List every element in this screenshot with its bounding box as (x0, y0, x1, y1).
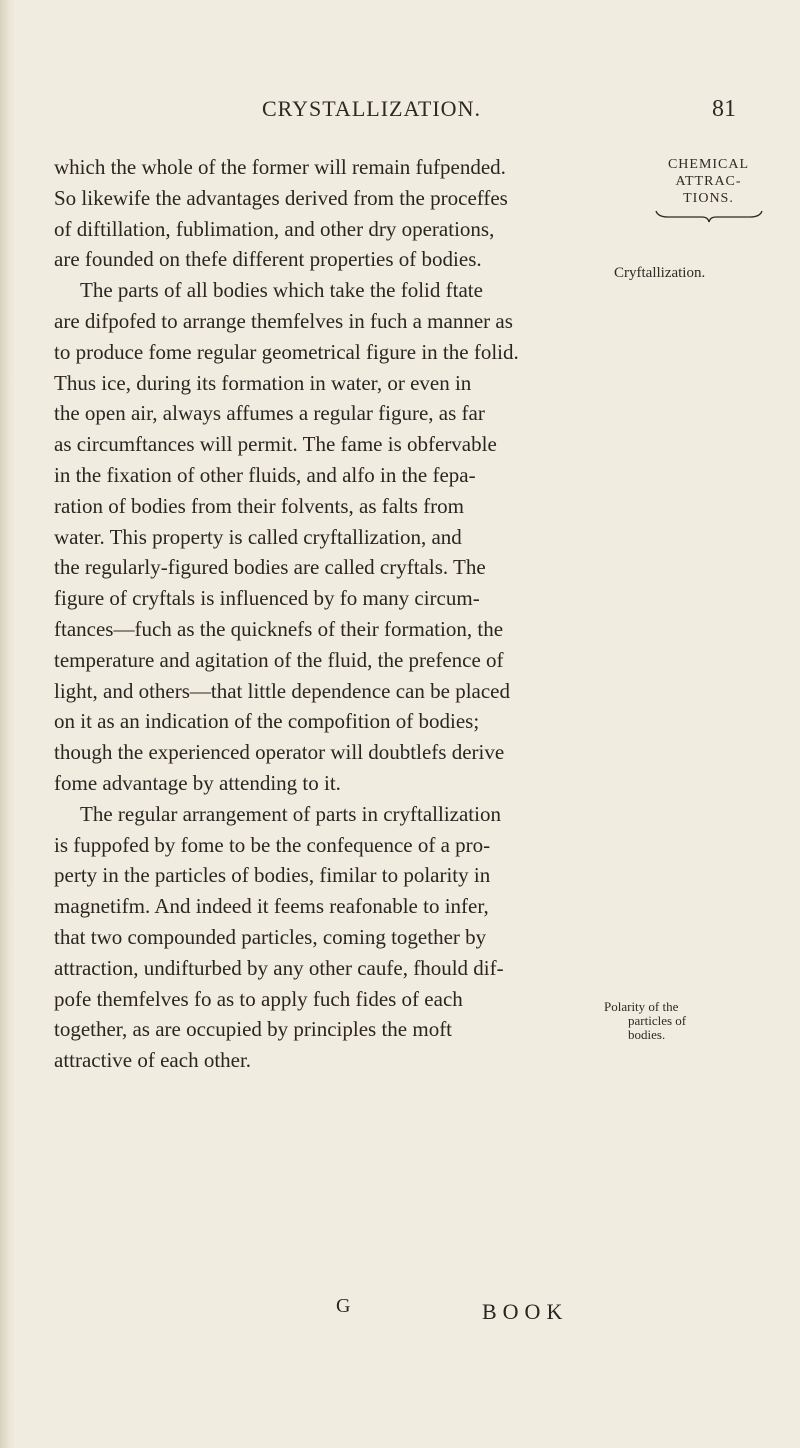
marginal-note-line: TIONS. (683, 191, 734, 206)
marginal-note-crystallization: Cryftallization. (614, 265, 706, 281)
text-line: though the experienced operator will doubtlefs derive (54, 740, 505, 765)
text-line: light, and others—that little dependence can be placed (54, 678, 510, 703)
text-line: as circumftances will permit. The fame is obfervable (54, 432, 497, 457)
text-line: ration of bodies from their folvents, as falts from (54, 493, 464, 518)
text-line: fome advantage by attending to it. (54, 770, 341, 795)
text-line: are founded on thefe different properties of bodies. (54, 247, 482, 272)
text-line: ftances—fuch as the quicknefs of their formation, the (54, 616, 504, 641)
text-line: is fuppofed by fome to be the confequence of a pro- (54, 832, 491, 857)
marginal-note-line: particles of (628, 1013, 687, 1028)
paragraph-3 (54, 799, 600, 1076)
text-line: So likewife the advantages derived from the proceffes (54, 185, 508, 210)
text-line: perty in the particles of bodies, fimilar to polarity in (54, 863, 491, 888)
text-line: attraction, undifturbed by any other caufe, fhould dif- (54, 955, 504, 980)
text-line: figure of cryftals is influenced by fo many circum- (54, 586, 480, 611)
text-line: of diftillation, fublimation, and other dry operations, (54, 216, 495, 241)
page-footer (0, 1295, 800, 1335)
text-line: pofe themfelves fo as to apply fuch fides of each (54, 986, 463, 1011)
text-line: together, as are occupied by principles the moft (54, 1017, 453, 1042)
text-line: are difpofed to arrange themfelves in fuch a manner as (54, 308, 513, 333)
marginal-note-line: CHEMICAL (667, 157, 750, 172)
text-line: the open air, always affumes a regular figure, as far (54, 401, 485, 426)
text-line: which the whole of the former will remain fufpended. (54, 155, 506, 179)
page-binding-edge (0, 0, 16, 1448)
marginal-note-line: ATTRAC- (675, 174, 742, 189)
marginal-note-line: Polarity of the (604, 999, 679, 1014)
text-line: The parts of all bodies which take the folid ftate (80, 278, 483, 303)
curly-brace-icon (654, 209, 764, 223)
page-header (0, 96, 800, 136)
text-line: that two compounded particles, coming together by (54, 924, 487, 949)
marginal-note-polarity (604, 1000, 794, 1042)
text-line: water. This property is called cryftallization, and (54, 524, 462, 549)
signature-mark: G (336, 1295, 351, 1317)
text-line: on it as an indication of the compofition of bodies; (54, 709, 480, 734)
text-line: to produce fome regular geometrical figure in the folid. (54, 339, 519, 364)
marginal-note-line: bodies. (628, 1027, 666, 1042)
text-line: in the fixation of other fluids, and alfo in the fepa- (54, 462, 476, 487)
text-line: temperature and agitation of the fluid, the prefence of (54, 647, 504, 672)
text-line: Thus ice, during its formation in water, or even in (54, 370, 472, 395)
body-text (54, 152, 600, 1076)
catchword: BOOK (482, 1299, 569, 1324)
page-number: 81 (712, 96, 736, 122)
text-line: attractive of each other. (54, 1048, 252, 1073)
paragraph-2 (54, 275, 600, 799)
paragraph-1 (54, 152, 600, 275)
marginal-note-chemical-attractions (621, 156, 796, 223)
text-line: the regularly-figured bodies are called cryftals. The (54, 555, 486, 580)
text-line: magnetifm. And indeed it feems reafonable to infer, (54, 894, 489, 919)
text-line: The regular arrangement of parts in cryftallization (80, 801, 501, 826)
running-head: CRYSTALLIZATION. (262, 96, 481, 121)
